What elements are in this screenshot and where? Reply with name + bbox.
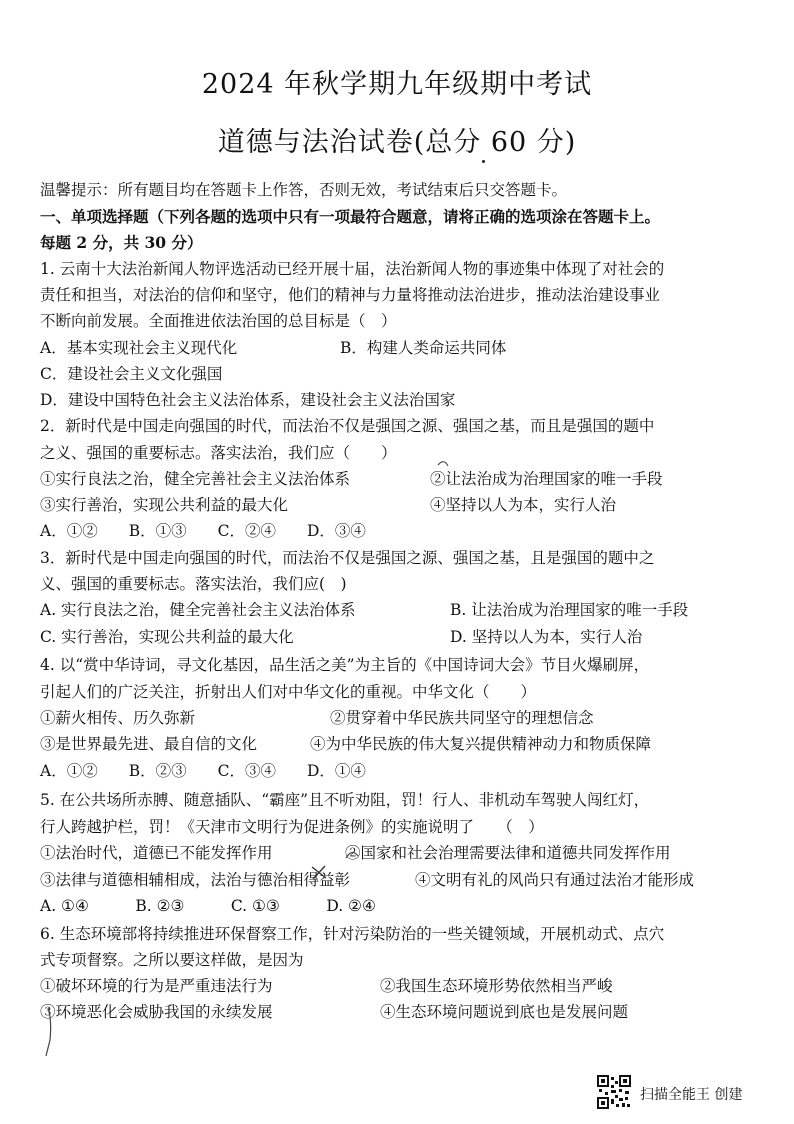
scanner-watermark: 扫描全能王 创建 xyxy=(640,1087,743,1103)
q2-item3: ③实行善治，实现公共利益的最大化 xyxy=(40,496,289,514)
q2-item1: ①实行良法之治，健全完善社会主义法治体系 xyxy=(40,470,351,488)
q5-stem-line1: 5. 在公共场所赤膊、随意插队、“霸座”且不听劝阻，罚！行人、非机动车驾驶人闯红灯， xyxy=(40,791,650,809)
pencil-cross-mark xyxy=(312,866,326,879)
q1-option-a: A．基本实现社会主义现代化 xyxy=(40,339,238,357)
q6-item4: ④生态环境问题说到底也是发展问题 xyxy=(380,1003,629,1021)
q3-stem-line1: 3．新时代是中国走向强国的时代，而法治不仅是强国之源、强国之基，且是强国的题中之 xyxy=(40,549,655,567)
pencil-hook-mark xyxy=(438,462,448,466)
q4-item2: ②贯穿着中华民族共同坚守的理想信念 xyxy=(330,709,594,727)
q1-stem-line2: 责任和担当，对法治的信仰和坚守，他们的精神与力量将推动法治进步，推动法治建设事业 xyxy=(40,286,661,304)
q4-item1: ①薪火相传、历久弥新 xyxy=(40,709,196,727)
q3-option-a: A. 实行良法之治，健全完善社会主义法治体系 xyxy=(40,601,356,619)
qr-code-icon xyxy=(597,1075,631,1109)
exam-title: 2024 年秋学期九年级期中考试 xyxy=(201,69,593,100)
q5-stem-line2: 行人跨越护栏，罚！《天津市文明行为促进条例》的实施说明了 （ ） xyxy=(40,818,544,836)
q4-item4: ④为中华民族的伟大复兴提供精神动力和物质保障 xyxy=(310,735,652,753)
q6-item2: ②我国生态环境形势依然相当严峻 xyxy=(380,977,613,995)
q5-item3: ③法律与道德相辅相成，法治与德治相得益彰 xyxy=(40,871,351,889)
q3-option-b: B. 让法治成为治理国家的唯一手段 xyxy=(450,601,689,619)
q4-choices: A．①② B．②③ C．③④ D．①④ xyxy=(40,762,366,780)
notice: 温馨提示：所有题目均在答题卡上作答，否则无效，考试结束后只交答题卡。 xyxy=(40,181,568,199)
q2-item4: ④坚持以人为本，实行人治 xyxy=(430,496,617,514)
q4-stem-line2: 引起人们的广泛关注，折射出人们对中华文化的重视。中华文化（ ） xyxy=(40,683,537,701)
q6-stem-line1: 6. 生态环境部将持续推进环保督察工作，针对污染防治的一些关键领域，开展机动式、点穴 xyxy=(40,925,665,943)
q2-choices: A．①② B．①③ C．②④ D．③④ xyxy=(40,522,366,540)
q2-stem-line1: 2．新时代是中国走向强国的时代，而法治不仅是强国之源、强国之基，而且是强国的题中 xyxy=(40,417,655,435)
q6-item1: ①破坏环境的行为是严重违法行为 xyxy=(40,977,273,995)
q4-stem-line1: 4. 以“赏中华诗词，寻文化基因，品生活之美”为主旨的《中国诗词大会》节目火爆刷屏， xyxy=(40,656,650,674)
q5-choices: A. ①④ B. ②③ C. ①③ D. ②④ xyxy=(40,897,376,915)
q1-option-d: D．建设中国特色社会主义法治体系，建设社会主义法治国家 xyxy=(40,391,456,409)
q6-item3: ③环境恶化会威胁我国的永续发展 xyxy=(40,1003,273,1021)
pencil-tick-mark xyxy=(346,852,358,858)
pencil-stroke-mark xyxy=(46,1008,51,1056)
section1-heading: 一、单项选择题（下列各题的选项中只有一项最符合题意，请将正确的选项涂在答题卡上。 xyxy=(40,207,661,226)
q1-stem-line3: 不断向前发展。全面推进依法治国的总目标是（ ） xyxy=(40,312,397,330)
q1-option-c: C．建设社会主义文化强国 xyxy=(40,365,223,383)
q4-item3: ③是世界最先进、最自信的文化 xyxy=(40,735,258,753)
q5-item1: ①法治时代，道德已不能发挥作用 xyxy=(40,844,273,862)
exam-subtitle: 道德与法治试卷(总分 60 分) xyxy=(217,127,577,158)
q2-item2: ②让法治成为治理国家的唯一手段 xyxy=(430,470,663,488)
q1-stem-line1: 1. 云南十大法治新闻人物评选活动已经开展十届，法治新闻人物的事迹集中体现了对社会的 xyxy=(40,260,665,278)
q3-option-d: D. 坚持以人为本，实行人治 xyxy=(450,628,643,646)
q3-stem-line2: 义、强国的重要标志。落实法治，我们应( ) xyxy=(40,575,347,593)
section1-heading-cont: 每题 2 分，共 30 分） xyxy=(40,233,203,252)
q5-item2: ②国家和社会治理需要法律和道德共同发挥作用 xyxy=(345,844,671,862)
q2-stem-line2: 之义、强国的重要标志。落实法治，我们应（ ） xyxy=(40,444,397,462)
q3-option-c: C. 实行善治，实现公共利益的最大化 xyxy=(40,628,294,646)
q6-stem-line2: 式专项督察。之所以要这样做，是因为 xyxy=(40,951,304,969)
q1-option-b: B．构建人类命运共同体 xyxy=(340,339,507,357)
q5-item4: ④文明有礼的风尚只有通过法治才能形成 xyxy=(415,871,695,889)
